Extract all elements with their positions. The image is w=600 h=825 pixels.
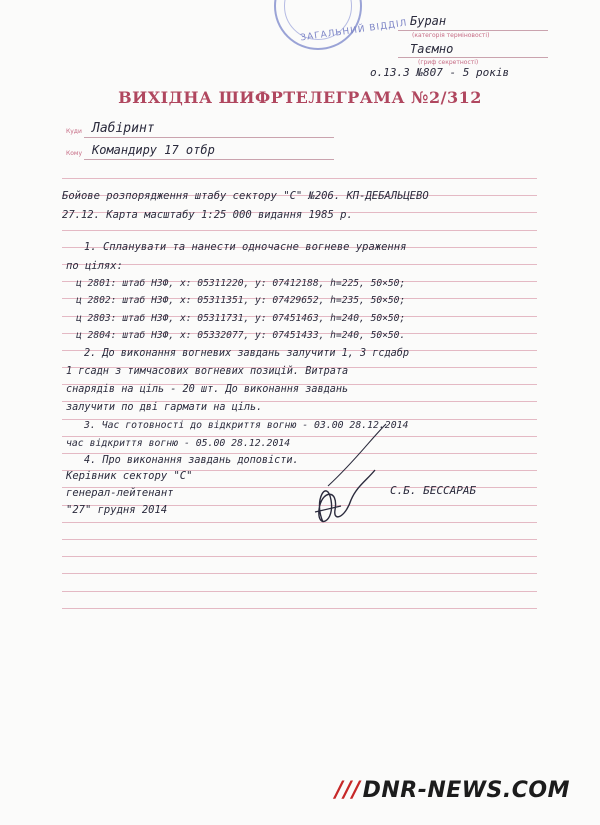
secrecy-caption: (гриф секретності)	[418, 59, 479, 66]
stamp-text: ЗАГАЛЬНИЙ ВІДДІЛ	[299, 18, 409, 44]
body-line: 3. Час готовності до відкриття вогню - 03.00 28.12.2014	[84, 420, 409, 431]
document-title: ВИХІДНА ШИФРТЕЛЕГРАМА №2/312	[118, 88, 482, 107]
body-line: 1. Спланувати та нанести одночасне вогневе ураження	[84, 241, 407, 253]
body-line: залучити по дві гармати на ціль.	[66, 402, 263, 413]
registration-number: о.13.3 №807 - 5 років	[370, 66, 510, 79]
urgency-value: Буран	[410, 14, 447, 28]
urgency-underline	[398, 30, 548, 31]
to-label: Куди	[66, 128, 82, 135]
body-line: снарядів на ціль - 20 шт. До виконання завдань	[66, 384, 349, 395]
body-line: ц 2803: штаб НЗФ, х: 05311731, у: 07451463, h=240, 50×50;	[76, 313, 406, 324]
body-line: Бойове розпорядження штабу сектору "С" №206. КП-ДЕБАЛЬЦЕВО	[62, 190, 429, 202]
to-value: Лабіринт	[92, 121, 155, 136]
signatory-position: Керівник сектору "С"	[66, 470, 193, 482]
site-watermark	[335, 778, 570, 803]
whom-underline	[84, 159, 334, 160]
to-underline	[84, 137, 334, 138]
secrecy-value: Таємно	[410, 42, 454, 56]
body-line: ц 2804: штаб НЗФ, х: 05332077, у: 07451433, h=240, 50×50.	[76, 330, 406, 341]
secrecy-underline	[398, 57, 548, 58]
body-line: 4. Про виконання завдань доповісти.	[84, 455, 299, 466]
body-line: 2. До виконання вогневих завдань залучити 1, 3 гсдабр	[84, 348, 410, 359]
signatory-name: С.Б. БЕССАРАБ	[390, 484, 477, 497]
signatory-rank: генерал-лейтенант	[66, 487, 174, 499]
body-line: ц 2801: штаб НЗФ, х: 05311220, у: 07412188, h=225, 50×50;	[76, 278, 406, 289]
body-line: час відкриття вогню - 05.00 28.12.2014	[66, 438, 291, 449]
body-line: по цілях:	[66, 260, 123, 272]
signature-stroke	[320, 420, 390, 490]
body-line: 27.12. Карта масштабу 1:25 000 видання 1985 р.	[62, 209, 353, 221]
whom-value: Командиру 17 отбр	[92, 143, 215, 157]
whom-label: Кому	[66, 150, 83, 157]
watermark-prefix: ///	[334, 778, 361, 803]
urgency-caption: (категорія терміновості)	[412, 32, 490, 39]
body-line: 1 гсадн з тимчасових вогневих позицій. Витрата	[66, 366, 349, 377]
document-date: "27" грудня 2014	[66, 504, 168, 516]
watermark-text: DNR-NEWS.COM	[362, 778, 570, 803]
body-line: ц 2802: штаб НЗФ, х: 05311351, у: 07429652, h=235, 50×50;	[76, 295, 406, 306]
